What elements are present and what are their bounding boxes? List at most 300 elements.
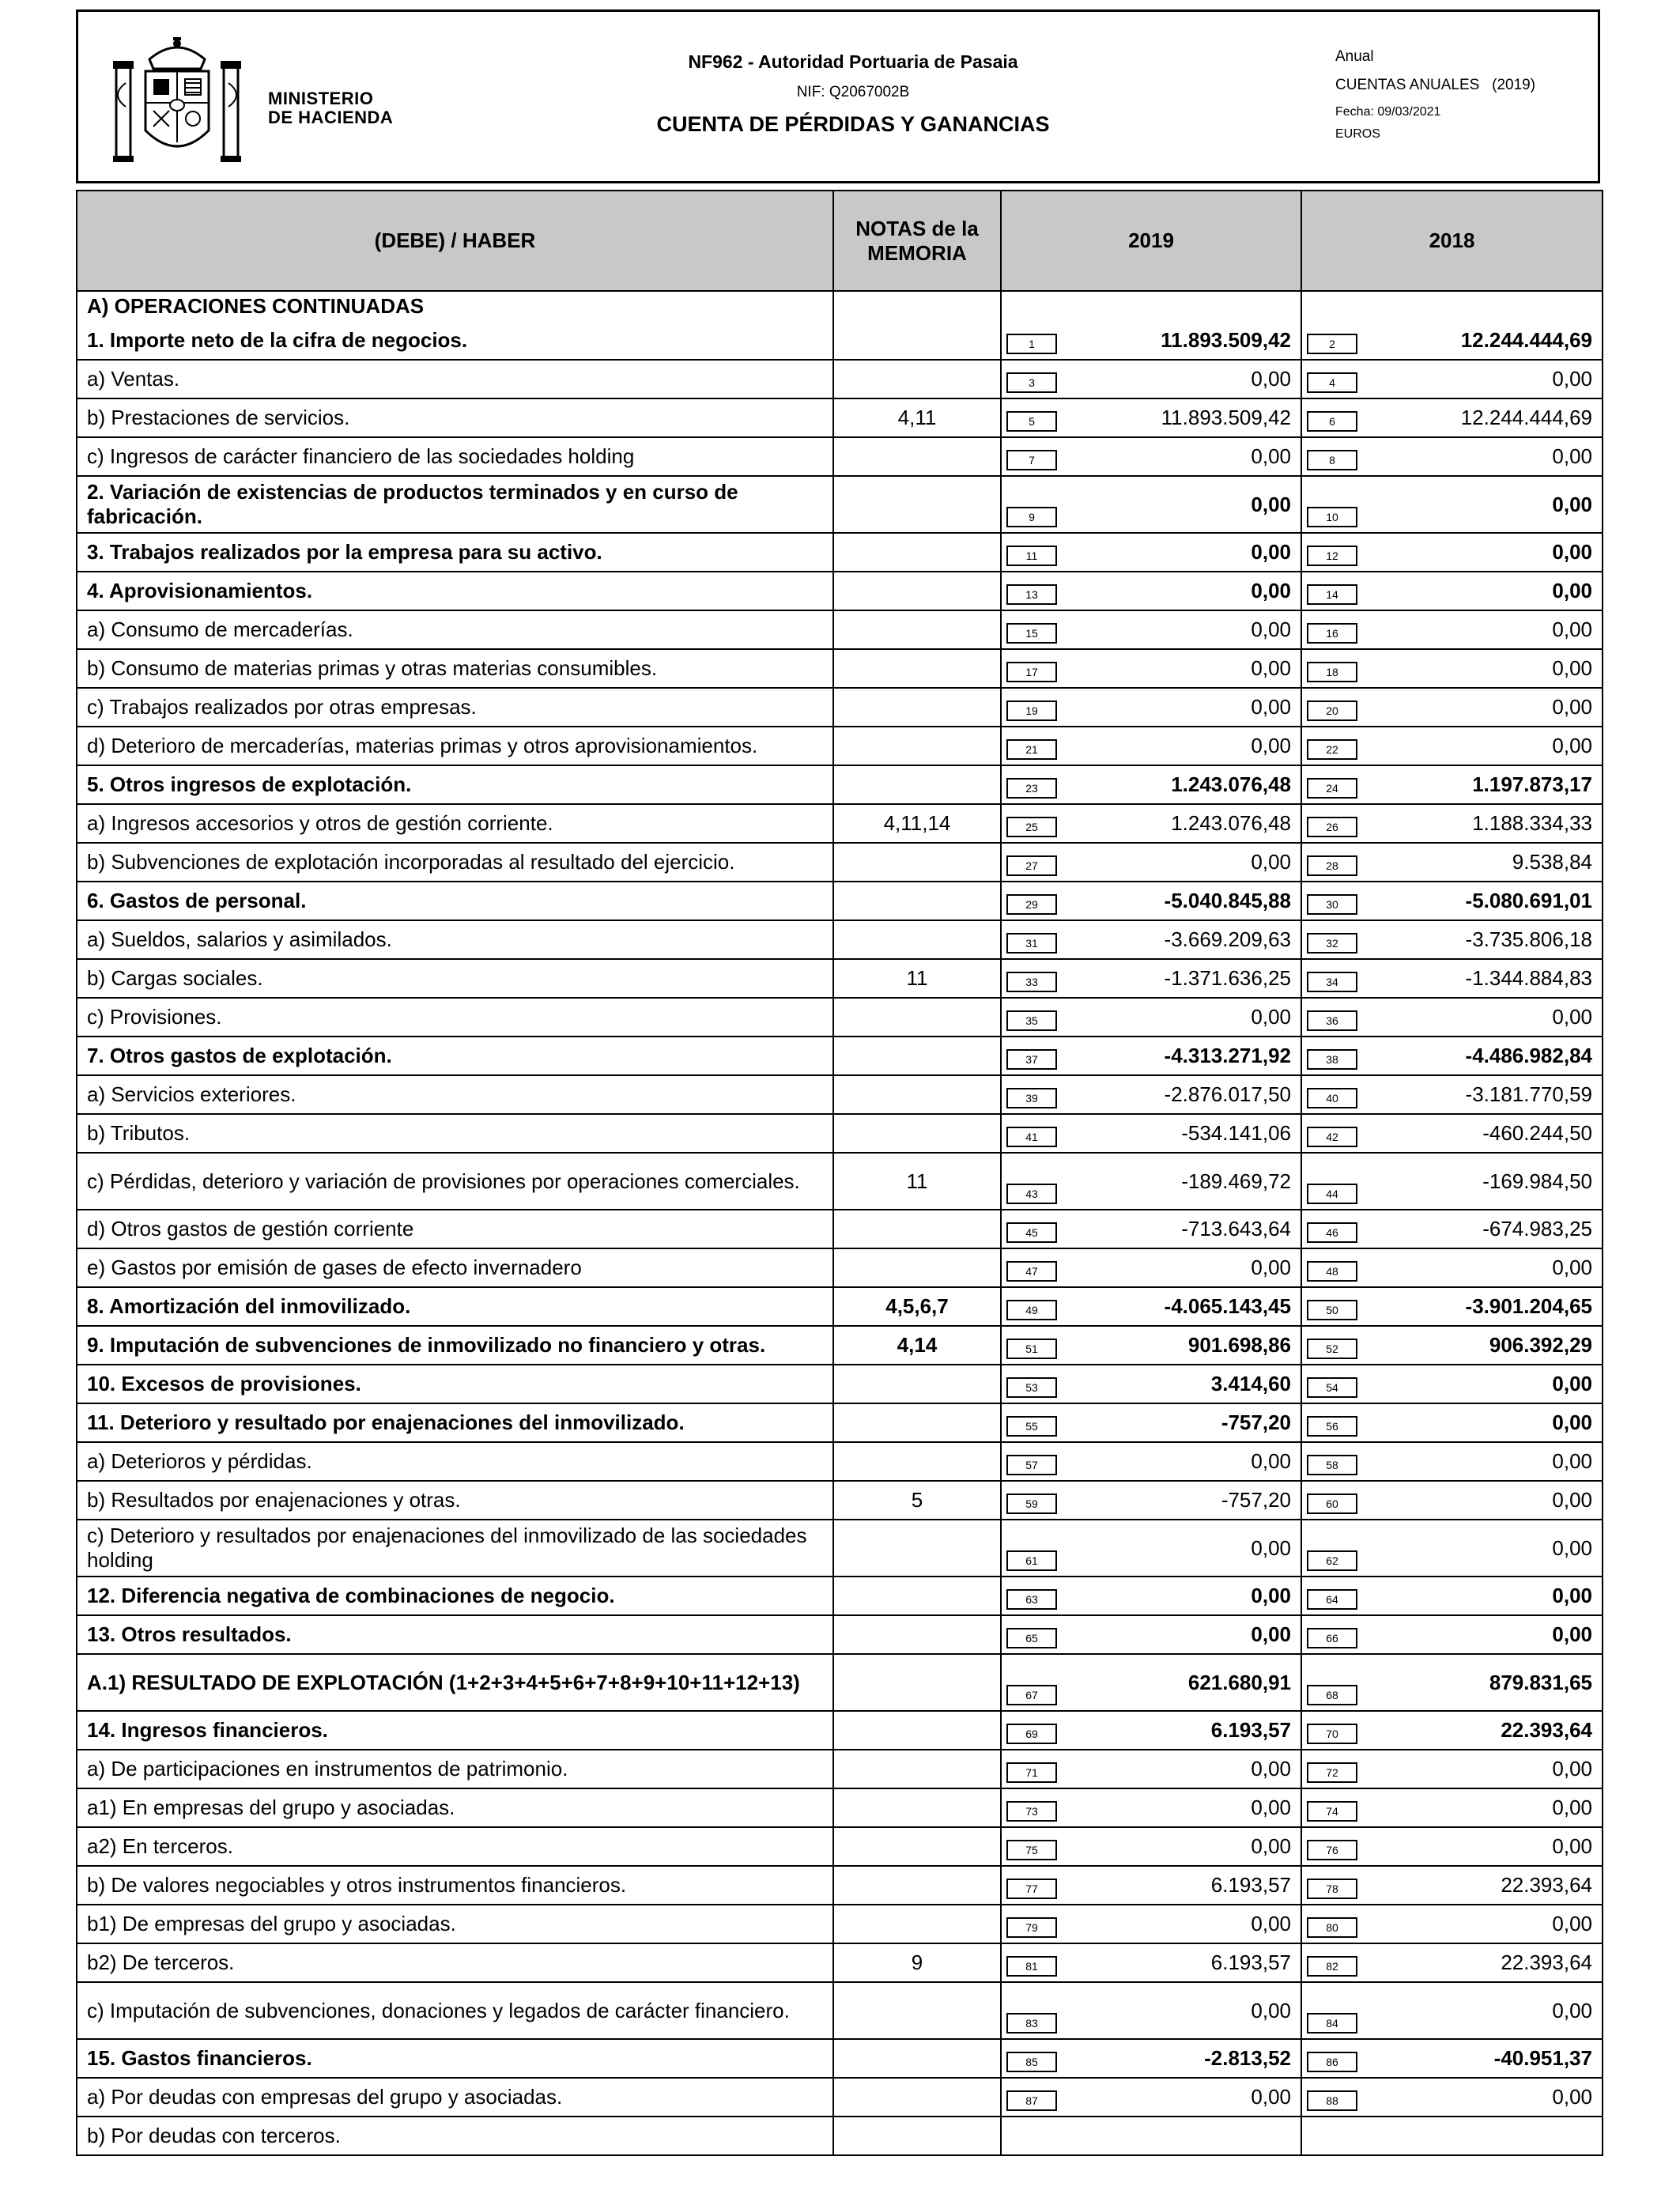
row-value-2018 xyxy=(1301,649,1603,688)
report-label: CUENTAS ANUALES (2019) xyxy=(1335,77,1536,93)
line-number-box: 38 xyxy=(1307,1049,1357,1070)
amount-value: 6.193,57 xyxy=(1210,1873,1291,1897)
row-label: e) Gastos por emisión de gases de efecto invernadero xyxy=(77,1248,833,1287)
amount-value: 0,00 xyxy=(1251,1622,1291,1646)
line-number-box: 40 xyxy=(1307,1088,1357,1108)
line-number-box: 14 xyxy=(1307,584,1357,605)
amount-value: 0,00 xyxy=(1251,1584,1291,1607)
amount-value: -4.486.982,84 xyxy=(1465,1044,1592,1067)
row-value-2019 xyxy=(1001,688,1301,727)
amount-value: 0,00 xyxy=(1251,1834,1291,1858)
line-number-box: 49 xyxy=(1006,1300,1057,1320)
row-label: a1) En empresas del grupo y asociadas. xyxy=(77,1788,833,1827)
table-row xyxy=(77,727,1603,765)
amount-value: 0,00 xyxy=(1251,367,1291,391)
row-notes xyxy=(833,1037,1001,1075)
table-row xyxy=(77,398,1603,437)
table-row xyxy=(77,1788,1603,1827)
row-notes xyxy=(833,1615,1001,1654)
row-value-2018 xyxy=(1301,1326,1603,1365)
line-number-box: 57 xyxy=(1006,1455,1057,1475)
row-notes xyxy=(833,572,1001,610)
row-notes xyxy=(833,765,1001,804)
amount-value: -2.813,52 xyxy=(1204,2046,1291,2070)
amount-value: 0,00 xyxy=(1552,367,1592,391)
row-value-2018 xyxy=(1301,1481,1603,1520)
coat-of-arms-icon xyxy=(110,36,244,166)
row-value-2018 xyxy=(1301,398,1603,437)
line-number-box: 42 xyxy=(1307,1127,1357,1147)
row-value-2018 xyxy=(1301,1577,1603,1615)
line-number-box: 82 xyxy=(1307,1956,1357,1977)
row-label: 9. Imputación de subvenciones de inmovilizado no financiero y otras. xyxy=(77,1326,833,1365)
line-number-box: 69 xyxy=(1006,1724,1057,1744)
row-value-2019 xyxy=(1001,1287,1301,1326)
amount-value: -3.669.209,63 xyxy=(1164,927,1291,951)
line-number-box: 6 xyxy=(1307,411,1357,432)
line-number-box: 43 xyxy=(1006,1184,1057,1204)
amount-value: 6.193,57 xyxy=(1210,1718,1291,1742)
line-number-box: 32 xyxy=(1307,933,1357,954)
amount-value: -5.040.845,88 xyxy=(1164,889,1291,912)
amount-value: 0,00 xyxy=(1552,1834,1592,1858)
row-label: a2) En terceros. xyxy=(77,1827,833,1866)
row-value-2019 xyxy=(1001,437,1301,476)
row-label: a) Servicios exteriores. xyxy=(77,1075,833,1114)
amount-value: 0,00 xyxy=(1251,1005,1291,1029)
row-value-2018 xyxy=(1301,533,1603,572)
row-value-2019 xyxy=(1001,610,1301,649)
row-notes xyxy=(833,1210,1001,1248)
row-value-2019 xyxy=(1001,321,1301,360)
amount-value: 11.893.509,42 xyxy=(1161,406,1291,429)
amount-value: 0,00 xyxy=(1251,540,1291,564)
row-label: 14. Ingresos financieros. xyxy=(77,1711,833,1750)
line-number-box: 8 xyxy=(1307,450,1357,470)
line-number-box: 45 xyxy=(1006,1222,1057,1243)
amount-value: -2.876.017,50 xyxy=(1164,1082,1291,1106)
row-notes: 4,11 xyxy=(833,398,1001,437)
row-value-2019 xyxy=(1001,1577,1301,1615)
row-value-2019 xyxy=(1001,1075,1301,1114)
row-label: a) Deterioros y pérdidas. xyxy=(77,1442,833,1481)
row-notes xyxy=(833,1403,1001,1442)
line-number-box: 28 xyxy=(1307,855,1357,876)
row-notes xyxy=(833,1248,1001,1287)
row-label: 1. Importe neto de la cifra de negocios. xyxy=(77,321,833,360)
amount-value: 0,00 xyxy=(1251,734,1291,757)
table-row xyxy=(77,1866,1603,1905)
row-label: 11. Deterioro y resultado por enajenaciones del inmovilizado. xyxy=(77,1403,833,1442)
line-number-box: 35 xyxy=(1006,1010,1057,1031)
row-label: a) Ingresos accesorios y otros de gestión corriente. xyxy=(77,804,833,843)
line-number-box: 59 xyxy=(1006,1494,1057,1514)
line-number-box: 25 xyxy=(1006,817,1057,837)
line-number-box: 61 xyxy=(1006,1550,1057,1571)
row-value-2019 xyxy=(1001,1654,1301,1711)
line-number-box: 52 xyxy=(1307,1339,1357,1359)
row-label: c) Imputación de subvenciones, donaciones y legados de carácter financiero. xyxy=(77,1982,833,2039)
line-number-box: 22 xyxy=(1307,739,1357,760)
row-notes xyxy=(833,1442,1001,1481)
amount-value: 0,00 xyxy=(1251,579,1291,602)
amount-value: 0,00 xyxy=(1552,617,1592,641)
line-number-box: 13 xyxy=(1006,584,1057,605)
row-value-2018 xyxy=(1301,1210,1603,1248)
row-value-2019 xyxy=(1001,1326,1301,1365)
line-number-box: 46 xyxy=(1307,1222,1357,1243)
amount-value: 1.243.076,48 xyxy=(1171,811,1291,835)
amount-value: 0,00 xyxy=(1552,656,1592,680)
amount-value: 0,00 xyxy=(1552,1005,1592,1029)
row-notes: 4,5,6,7 xyxy=(833,1287,1001,1326)
row-value-2019 xyxy=(1001,920,1301,959)
line-number-box: 12 xyxy=(1307,546,1357,566)
row-notes xyxy=(833,533,1001,572)
table-row xyxy=(77,1365,1603,1403)
row-notes xyxy=(833,688,1001,727)
line-number-box: 73 xyxy=(1006,1801,1057,1822)
row-value-2019 xyxy=(1001,398,1301,437)
row-value-2019 xyxy=(1001,533,1301,572)
line-number-box: 79 xyxy=(1006,1917,1057,1938)
amount-value: -169.984,50 xyxy=(1482,1169,1592,1193)
line-number-box: 21 xyxy=(1006,739,1057,760)
row-label: A.1) RESULTADO DE EXPLOTACIÓN (1+2+3+4+5+6+7+8+9+10+11+12+13) xyxy=(77,1654,833,1711)
row-notes xyxy=(833,437,1001,476)
row-value-2019 xyxy=(1001,1365,1301,1403)
line-number-box: 66 xyxy=(1307,1628,1357,1648)
table-row xyxy=(77,437,1603,476)
line-number-box: 34 xyxy=(1307,972,1357,992)
row-notes xyxy=(833,1905,1001,1943)
row-label: 13. Otros resultados. xyxy=(77,1615,833,1654)
row-value-2018 xyxy=(1301,321,1603,360)
row-label: 2. Variación de existencias de productos terminados y en curso de fabricación. xyxy=(77,476,833,533)
document-header xyxy=(76,9,1600,183)
row-value-2018 xyxy=(1301,1750,1603,1788)
amount-value: -1.344.884,83 xyxy=(1465,966,1592,990)
table-row xyxy=(77,1520,1603,1577)
row-notes xyxy=(833,610,1001,649)
row-value-2018 xyxy=(1301,688,1603,727)
table-header-row xyxy=(77,191,1603,291)
amount-value: -460.244,50 xyxy=(1482,1121,1592,1145)
header-meta xyxy=(1335,48,1596,149)
amount-value: 0,00 xyxy=(1552,1757,1592,1781)
row-notes: 11 xyxy=(833,959,1001,998)
ministry-logo xyxy=(110,36,442,170)
amount-value: 0,00 xyxy=(1251,1912,1291,1935)
table-row xyxy=(77,1577,1603,1615)
amount-value: -5.080.691,01 xyxy=(1465,889,1592,912)
table-row xyxy=(77,533,1603,572)
amount-value: 0,00 xyxy=(1552,1998,1592,2022)
row-value-2019 xyxy=(1001,360,1301,398)
row-notes xyxy=(833,360,1001,398)
line-number-box: 47 xyxy=(1006,1261,1057,1282)
line-number-box: 11 xyxy=(1006,546,1057,566)
line-number-box: 10 xyxy=(1307,507,1357,527)
line-number-box: 9 xyxy=(1006,507,1057,527)
row-value-2019 xyxy=(1001,2039,1301,2078)
amount-value: 0,00 xyxy=(1552,540,1592,564)
line-number-box: 39 xyxy=(1006,1088,1057,1108)
row-value-2018 xyxy=(1301,804,1603,843)
row-notes xyxy=(833,843,1001,882)
amount-value: 0,00 xyxy=(1552,1796,1592,1819)
table-row xyxy=(77,1711,1603,1750)
profit-loss-table xyxy=(76,190,1603,2156)
row-value-2018 xyxy=(1301,1866,1603,1905)
row-value-2019 xyxy=(1001,2117,1301,2155)
line-number-box: 48 xyxy=(1307,1261,1357,1282)
row-value-2018 xyxy=(1301,1287,1603,1326)
row-label: b) Por deudas con terceros. xyxy=(77,2117,833,2155)
table-row xyxy=(77,1750,1603,1788)
amount-value: 1.243.076,48 xyxy=(1171,772,1291,796)
line-number-box: 58 xyxy=(1307,1455,1357,1475)
table-row xyxy=(77,688,1603,727)
amount-value: 0,00 xyxy=(1251,1449,1291,1473)
amount-value: 0,00 xyxy=(1552,492,1592,516)
table-row xyxy=(77,920,1603,959)
row-notes: 5 xyxy=(833,1481,1001,1520)
row-value-2018 xyxy=(1301,1711,1603,1750)
table-row xyxy=(77,1827,1603,1866)
row-label: 6. Gastos de personal. xyxy=(77,882,833,920)
row-notes xyxy=(833,1520,1001,1577)
row-label: b) Resultados por enajenaciones y otras. xyxy=(77,1481,833,1520)
row-label: d) Deterioro de mercaderías, materias primas y otros aprovisionamientos. xyxy=(77,727,833,765)
row-value-2018 xyxy=(1301,1943,1603,1982)
amount-value: -3.901.204,65 xyxy=(1465,1294,1592,1318)
date-label: Fecha: 09/03/2021 xyxy=(1335,105,1441,119)
table-row xyxy=(77,1615,1603,1654)
line-number-box: 29 xyxy=(1006,894,1057,915)
line-number-box: 78 xyxy=(1307,1879,1357,1899)
amount-value: 0,00 xyxy=(1251,1757,1291,1781)
amount-value: 0,00 xyxy=(1251,695,1291,719)
section-notes xyxy=(833,291,1001,321)
line-number-box: 77 xyxy=(1006,1879,1057,1899)
row-value-2019 xyxy=(1001,1943,1301,1982)
row-notes xyxy=(833,1827,1001,1866)
row-notes: 9 xyxy=(833,1943,1001,1982)
row-notes xyxy=(833,1866,1001,1905)
table-row xyxy=(77,1403,1603,1442)
line-number-box: 37 xyxy=(1006,1049,1057,1070)
amount-value: 1.188.334,33 xyxy=(1472,811,1592,835)
row-label: b) Cargas sociales. xyxy=(77,959,833,998)
table-row xyxy=(77,804,1603,843)
header-center xyxy=(632,51,1074,137)
row-label: c) Provisiones. xyxy=(77,998,833,1037)
row-notes xyxy=(833,649,1001,688)
row-value-2018 xyxy=(1301,882,1603,920)
amount-value: 901.698,86 xyxy=(1187,1333,1291,1357)
table-row xyxy=(77,1982,1603,2039)
row-value-2019 xyxy=(1001,1153,1301,1210)
amount-value: 0,00 xyxy=(1552,1372,1592,1395)
amount-value: -3.181.770,59 xyxy=(1465,1082,1592,1106)
table-row xyxy=(77,2117,1603,2155)
amount-value: 22.393,64 xyxy=(1501,1950,1592,1974)
row-label: b1) De empresas del grupo y asociadas. xyxy=(77,1905,833,1943)
line-number-box: 4 xyxy=(1307,372,1357,393)
amount-value: 0,00 xyxy=(1552,734,1592,757)
line-number-box: 70 xyxy=(1307,1724,1357,1744)
line-number-box: 20 xyxy=(1307,700,1357,721)
line-number-box: 83 xyxy=(1006,2013,1057,2034)
amount-value: -189.469,72 xyxy=(1181,1169,1291,1193)
row-label: 7. Otros gastos de explotación. xyxy=(77,1037,833,1075)
header-notes: NOTAS de la MEMORIA xyxy=(833,191,1001,291)
row-value-2019 xyxy=(1001,1982,1301,2039)
row-value-2019 xyxy=(1001,1114,1301,1153)
row-label: a) Consumo de mercaderías. xyxy=(77,610,833,649)
amount-value: 0,00 xyxy=(1251,1998,1291,2022)
table-row xyxy=(77,1442,1603,1481)
row-notes xyxy=(833,1577,1001,1615)
row-value-2018 xyxy=(1301,1403,1603,1442)
row-notes: 4,14 xyxy=(833,1326,1001,1365)
row-value-2018 xyxy=(1301,959,1603,998)
row-label: c) Pérdidas, deterioro y variación de provisiones por operaciones comerciales. xyxy=(77,1153,833,1210)
row-value-2019 xyxy=(1001,998,1301,1037)
row-value-2018 xyxy=(1301,572,1603,610)
table-row xyxy=(77,1905,1603,1943)
line-number-box: 80 xyxy=(1307,1917,1357,1938)
section-row xyxy=(77,291,1603,321)
table-row xyxy=(77,882,1603,920)
line-number-box: 81 xyxy=(1006,1956,1057,1977)
amount-value: 621.680,91 xyxy=(1187,1670,1291,1694)
row-value-2019 xyxy=(1001,649,1301,688)
amount-value: 22.393,64 xyxy=(1501,1718,1592,1742)
row-label: 4. Aprovisionamientos. xyxy=(77,572,833,610)
amount-value: 906.392,29 xyxy=(1489,1333,1592,1357)
line-number-box: 44 xyxy=(1307,1184,1357,1204)
line-number-box: 68 xyxy=(1307,1685,1357,1705)
row-value-2019 xyxy=(1001,959,1301,998)
currency-label: EUROS xyxy=(1335,127,1380,141)
table-row xyxy=(77,1326,1603,1365)
entity-name: NF962 - Autoridad Portuaria de Pasaia xyxy=(688,51,1018,72)
amount-value: 0,00 xyxy=(1552,1912,1592,1935)
table-row xyxy=(77,1153,1603,1210)
row-value-2019 xyxy=(1001,1750,1301,1788)
row-notes xyxy=(833,1075,1001,1114)
line-number-box: 15 xyxy=(1006,623,1057,644)
line-number-box: 75 xyxy=(1006,1840,1057,1860)
row-label: 10. Excesos de provisiones. xyxy=(77,1365,833,1403)
row-value-2018 xyxy=(1301,2117,1603,2155)
line-number-box: 88 xyxy=(1307,2090,1357,2111)
table-row xyxy=(77,360,1603,398)
amount-value: 11.893.509,42 xyxy=(1161,327,1291,352)
row-value-2018 xyxy=(1301,1827,1603,1866)
line-number-box: 31 xyxy=(1006,933,1057,954)
amount-value: 0,00 xyxy=(1552,695,1592,719)
row-value-2018 xyxy=(1301,476,1603,533)
table-row xyxy=(77,572,1603,610)
table-row xyxy=(77,1037,1603,1075)
row-label: c) Ingresos de carácter financiero de las sociedades holding xyxy=(77,437,833,476)
row-value-2018 xyxy=(1301,2039,1603,2078)
line-number-box: 63 xyxy=(1006,1589,1057,1610)
row-notes xyxy=(833,998,1001,1037)
line-number-box: 54 xyxy=(1307,1377,1357,1398)
section-v1 xyxy=(1001,291,1301,321)
row-label: 15. Gastos financieros. xyxy=(77,2039,833,2078)
row-value-2018 xyxy=(1301,1905,1603,1943)
amount-value: 22.393,64 xyxy=(1501,1873,1592,1897)
row-label: 12. Diferencia negativa de combinaciones de negocio. xyxy=(77,1577,833,1615)
row-label: 8. Amortización del inmovilizado. xyxy=(77,1287,833,1326)
row-notes xyxy=(833,321,1001,360)
period-label: Anual xyxy=(1335,48,1374,65)
row-value-2019 xyxy=(1001,1711,1301,1750)
ministry-line1: MINISTERIO xyxy=(268,89,374,108)
amount-value: 0,00 xyxy=(1552,1256,1592,1279)
table-row xyxy=(77,765,1603,804)
amount-value: 0,00 xyxy=(1552,1584,1592,1607)
line-number-box: 72 xyxy=(1307,1762,1357,1783)
row-notes xyxy=(833,727,1001,765)
amount-value: 0,00 xyxy=(1251,1256,1291,1279)
line-number-box: 16 xyxy=(1307,623,1357,644)
amount-value: 0,00 xyxy=(1251,656,1291,680)
amount-value: -534.141,06 xyxy=(1181,1121,1291,1145)
amount-value: 1.197.873,17 xyxy=(1472,772,1592,796)
line-number-box: 87 xyxy=(1006,2090,1057,2111)
header-year2: 2018 xyxy=(1301,191,1603,291)
row-label: b) Prestaciones de servicios. xyxy=(77,398,833,437)
line-number-box: 30 xyxy=(1307,894,1357,915)
row-value-2019 xyxy=(1001,2078,1301,2117)
amount-value: 0,00 xyxy=(1251,617,1291,641)
row-value-2019 xyxy=(1001,1615,1301,1654)
line-number-box: 18 xyxy=(1307,662,1357,682)
row-label: b) De valores negociables y otros instrumentos financieros. xyxy=(77,1866,833,1905)
line-number-box: 74 xyxy=(1307,1801,1357,1822)
amount-value: -674.983,25 xyxy=(1482,1217,1592,1240)
line-number-box: 26 xyxy=(1307,817,1357,837)
table-row xyxy=(77,1210,1603,1248)
row-notes xyxy=(833,2078,1001,2117)
row-label: a) Ventas. xyxy=(77,360,833,398)
row-value-2019 xyxy=(1001,727,1301,765)
amount-value: -757,20 xyxy=(1221,1410,1291,1434)
line-number-box: 3 xyxy=(1006,372,1057,393)
table-row xyxy=(77,2078,1603,2117)
header-concept: (DEBE) / HABER xyxy=(77,191,833,291)
row-value-2019 xyxy=(1001,476,1301,533)
amount-value: 0,00 xyxy=(1552,579,1592,602)
row-notes xyxy=(833,1788,1001,1827)
row-label: 5. Otros ingresos de explotación. xyxy=(77,765,833,804)
row-label: a) Sueldos, salarios y asimilados. xyxy=(77,920,833,959)
row-value-2018 xyxy=(1301,2078,1603,2117)
amount-value: 879.831,65 xyxy=(1489,1670,1592,1694)
line-number-box: 24 xyxy=(1307,778,1357,799)
row-label: b) Tributos. xyxy=(77,1114,833,1153)
amount-value: 0,00 xyxy=(1552,1410,1592,1434)
row-notes: 11 xyxy=(833,1153,1001,1210)
table-row xyxy=(77,1248,1603,1287)
line-number-box: 55 xyxy=(1006,1416,1057,1437)
